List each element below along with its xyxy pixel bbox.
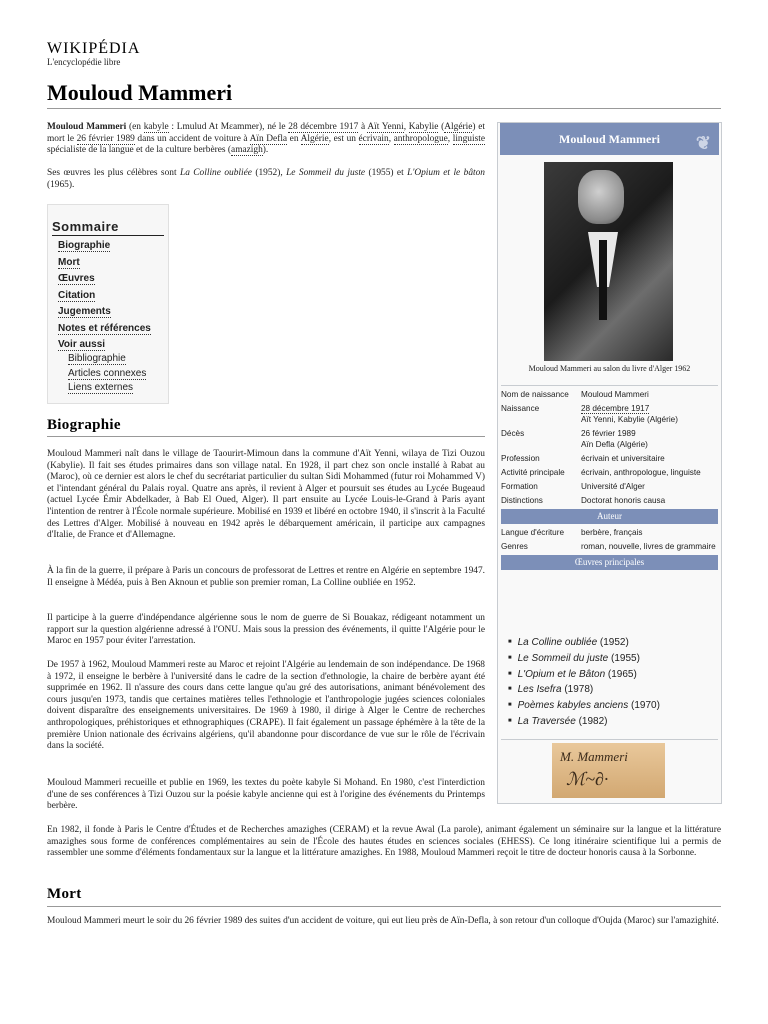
infobox-row: Genres roman, nouvelle, livres de grammaire [501, 542, 716, 551]
infobox [497, 122, 722, 804]
logo-tagline: L'encyclopédie libre [47, 57, 121, 67]
works-item[interactable]: ■ Le Sommeil du juste (1955) [508, 651, 660, 667]
toc-item-articles-connexes[interactable]: Articles connexes [68, 367, 147, 379]
quill-icon: ❦ [695, 133, 711, 153]
infobox-section-author: Auteur [501, 509, 718, 524]
section-heading-biographie: Biographie [47, 417, 121, 433]
infobox-row: Naissance 28 décembre 1917 Aït Yenni, Kabylie (Algérie) [501, 404, 678, 424]
bio-paragraph-4: De 1957 à 1962, Mouloud Mammeri reste au Maroc et rejoint l'Algérie au lendemain de son indépendance. De 1968 à 1972, il enseigne le berbère à l'université dans le cadre de la section d'ethnologie, la chaire de berbère ayant été supprimée en 1962. Il n'assure des cours dans cette langue qu'au gré des autorisations, animant bénévolement des cours jusqu'en 1973, tandis que certaines matières telles l'ethnologie et l'anthropologie jugées sciences coloniales doivent disparaître des enseignements universitaires. De 1969 à 1980, il dirige à Alger le Centre de recherches anthropologiques, préhistoriques et ethnographiques (CRAPE). Il fait également un passage éphémère à la tête de la première Union nationale des écrivains algériens, qu'il abandonne pour discordance de vue sur le rôle de l'écrivain dans la société. [47, 660, 485, 752]
infobox-title: Mouloud Mammeri [559, 132, 660, 146]
link-kabyle[interactable]: kabyle [143, 122, 169, 132]
infobox-header [500, 123, 719, 155]
infobox-row: Distinctions Doctorat honoris causa [501, 496, 666, 505]
toc-title: Sommaire [52, 219, 164, 236]
link-ecrivain[interactable]: écrivain [358, 133, 389, 144]
works-list [508, 635, 660, 730]
toc-item-notes[interactable]: Notes et références [58, 322, 151, 334]
bio-paragraph-5: Mouloud Mammeri recueille et publie en 1969, les textes du poète kabyle Si Mohand. En 1980, c'est l'interdiction d'une de ses conférences à Tizi Ouzou sur la poésie kabyle ancienne qui est à l'origine des événements du Printemps berbère. [47, 778, 485, 812]
infobox-row: Décès 26 février 1989 Aïn Defla (Algérie) [501, 429, 648, 449]
toc-item-bibliographie[interactable]: Bibliographie [68, 353, 126, 364]
signature-flourish: ℳ~∂· [566, 769, 609, 789]
title-divider [47, 108, 721, 109]
bio-paragraph-1: Mouloud Mammeri naît dans le village de Taourirt-Mimoun dans la commune d'Aït Yenni, wilaya de Tizi Ouzou (Kabylie). Il fait ses études primaires dans son village natal. En 1928, il part chez son oncle installé à Rabat au (Maroc), où ce dernier est alors le chef du secrétariat particulier du sultan Sidi Mohammed (futur roi Mohammed V) et l'intendant général du Palais royal. Quatre ans après, il revient à Alger et poursuit ses études au Lycée Bugeaud (actuel Lycée Émir Abdelkader, à Bab El Oued, Alger). Il part ensuite au Lycée Louis-le-Grand à Paris ayant l'intention de rentrer à l'École normale supérieure. Mobilisé en 1939 et libéré en octobre 1940, il s'inscrit à la Faculté des Lettres d'Alger. Mobilisé à nouveau en 1942 après le débarquement américain, il participe aux campagnes d'Italie, de France et d'Allemagne. [47, 449, 485, 541]
page-title: Mouloud Mammeri [47, 80, 233, 105]
toc-list [58, 240, 168, 353]
toc-item-biographie[interactable]: Biographie [58, 240, 111, 251]
toc-item-citation[interactable]: Citation [58, 289, 96, 301]
link-ain-defla[interactable]: Aïn Defla [249, 133, 288, 144]
toc-item-oeuvres[interactable]: Œuvres [58, 273, 95, 284]
works-item[interactable]: ■ Poèmes kabyles anciens (1970) [508, 698, 660, 714]
link-algerie-2[interactable]: Algérie [300, 133, 329, 144]
infobox-rows [501, 385, 718, 570]
works-item[interactable]: ■ Les Isefra (1978) [508, 682, 660, 698]
link-algerie[interactable]: Algérie [444, 122, 473, 132]
toc-sublist [68, 353, 168, 397]
section-divider [47, 906, 721, 907]
mort-paragraph-1: Mouloud Mammeri meurt le soir du 26 février 1989 des suites d'un accident de voiture, qui eut lieu près de Aïn-Defla, à son retour d'un colloque d'Oujda (Maroc) sur l'amazighité. [47, 916, 719, 926]
infobox-row: Profession écrivain et universitaire [501, 454, 665, 463]
table-of-contents [47, 204, 169, 404]
section-divider [47, 436, 485, 437]
infobox-section-works: Œuvres principales [501, 555, 718, 570]
link-anthropologue[interactable]: anthropologue [393, 133, 448, 144]
works-item[interactable]: ■ L'Opium et le Bâton (1965) [508, 667, 660, 683]
portrait-face [578, 170, 624, 224]
toc-item-voir-aussi[interactable]: Voir aussi [58, 339, 106, 350]
logo-wordmark: WIKIPÉDIA [47, 40, 141, 57]
portrait-photo[interactable] [544, 162, 673, 361]
link-amazigh[interactable]: amazigh [231, 145, 263, 156]
wikipedia-logo[interactable] [47, 40, 140, 67]
link-linguiste[interactable]: linguiste [452, 133, 486, 144]
signature-divider [501, 739, 718, 740]
toc-item-mort[interactable]: Mort [58, 256, 80, 268]
infobox-row: Formation Université d'Alger [501, 482, 645, 491]
infobox-row: Activité principale écrivain, anthropologue, linguiste [501, 468, 701, 477]
infobox-row: Nom de naissance Mouloud Mammeri [501, 390, 649, 399]
link-birth-date[interactable]: 28 décembre 1917 [288, 122, 359, 132]
toc-item-jugements[interactable]: Jugements [58, 306, 111, 317]
works-item[interactable]: ■ La Traversée (1982) [508, 714, 660, 730]
toc-item-liens-externes[interactable]: Liens externes [68, 382, 134, 393]
bio-paragraph-6: En 1982, il fonde à Paris le Centre d'Études et de Recherches amazighes (CERAM) et la revue Awal (La parole), animant également un séminaire sur la langue et la littérature amazighes sous forme de conférences complémentaires au sein de l'École des hautes études en sciences sociales (EHESS). Ce long itinéraire scientifique lui a permis de rassembler une somme d'éléments fondamentaux sur la langue et la littérature amazighes. En 1988, Mouloud Mammeri reçoit le titre de docteur honoris causa à la Sorbonne. [47, 825, 721, 859]
bio-paragraph-3: Il participe à la guerre d'indépendance algérienne sous le nom de guerre de Si Bouakaz, rédigeant notamment un rapport sur la question algérienne adressé à l'ONU. Mais sous la pression des événements, il quitte l'Algérie pour le Maroc en 1957 pour éviter l'arrestation. [47, 613, 485, 647]
intro-paragraph-1: Mouloud Mammeri (en kabyle : Lmulud At Mɛammer), né le 28 décembre 1917 à Aït Yenni, Kabylie (Algérie) et mort le 26 février 1989 dans un accident de voiture à Aïn Defla en Algérie, est un écrivain, anthropologue, linguiste spécialiste de la langue et de la culture berbères (amazigh). [47, 122, 486, 156]
portrait-tie [599, 240, 607, 320]
link-kabylie[interactable]: Kabylie [408, 122, 439, 132]
infobox-row: Langue d'écriture berbère, français [501, 528, 643, 537]
works-item[interactable]: ■ La Colline oubliée (1952) [508, 635, 660, 651]
link-death-date[interactable]: 26 février 1989 [76, 133, 135, 144]
signature-image[interactable] [552, 743, 665, 798]
intro-paragraph-2: Ses œuvres les plus célèbres sont La Colline oubliée (1952), Le Sommeil du juste (1955) et L'Opium et le bâton (1965). [47, 168, 485, 190]
link-ait-yenni[interactable]: Aït Yenni [367, 122, 404, 132]
section-heading-mort: Mort [47, 886, 82, 902]
bio-paragraph-2: À la fin de la guerre, il prépare à Paris un concours de professorat de Lettres et rentre en Algérie en septembre 1947. Il enseigne à Médéa, puis à Ben Aknoun et publie son premier roman, La Colline oubliée en 1952. [47, 566, 485, 588]
photo-caption: Mouloud Mammeri au salon du livre d'Alger 1962 [528, 364, 691, 373]
signature-text: M. Mammeri [560, 749, 628, 764]
